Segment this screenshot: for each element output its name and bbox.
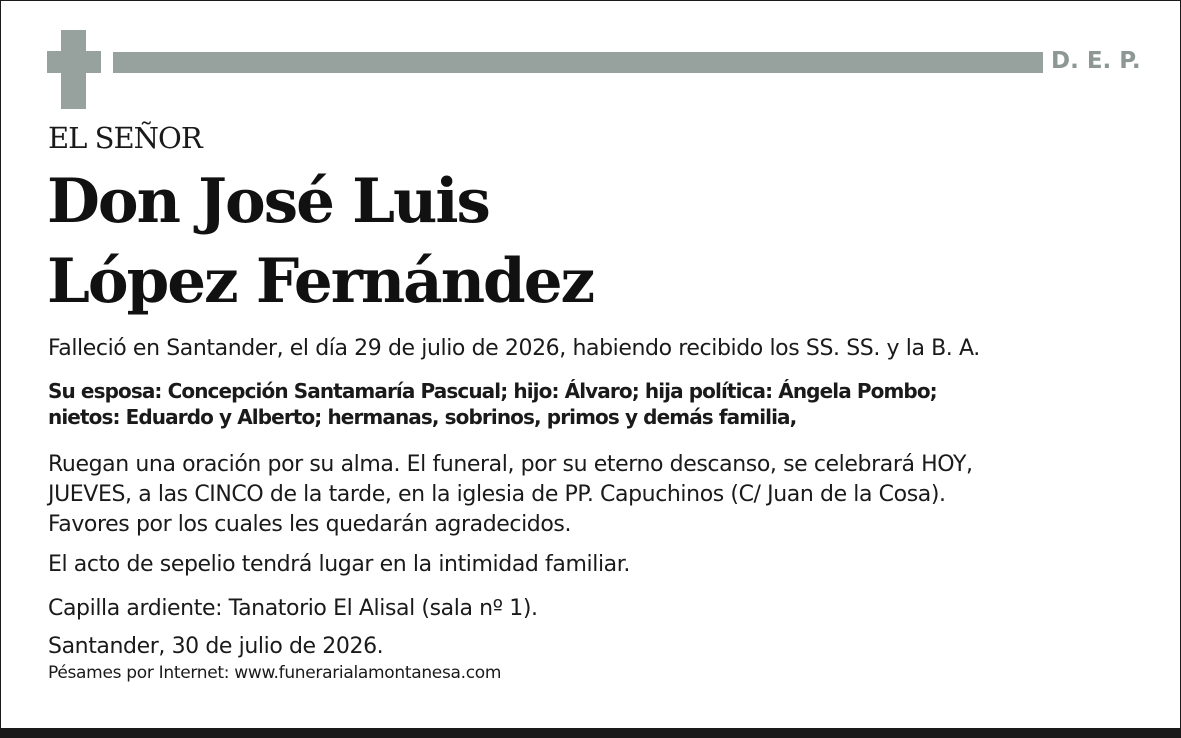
death-info: Falleció en Santander, el día 29 de julio de 2026, habiendo recibido los SS. SS. y la B. A. [48, 336, 980, 361]
cross-horizontal-bar [47, 51, 101, 73]
condolences-link: Pésames por Internet: www.funerarialamontanesa.com [48, 663, 502, 683]
cross-icon [47, 30, 101, 109]
deceased-name-line-1: Don José Luis [47, 166, 489, 237]
family-line: nietos: Eduardo y Alberto; hermanas, sobrinos, primos y demás familia, [48, 405, 797, 429]
funeral-line: Ruegan una oración por su alma. El funeral, por su eterno descanso, se celebrará HOY, [48, 452, 973, 477]
honorific: EL SEÑOR [48, 121, 202, 155]
header-rule [113, 52, 1043, 73]
place-date: Santander, 30 de julio de 2026. [48, 634, 384, 659]
burial-note: El acto de sepelio tendrá lugar en la intimidad familiar. [48, 552, 630, 577]
bottom-border-bar [1, 728, 1180, 737]
funeral-paragraph [48, 450, 973, 540]
deceased-name-line-2: López Fernández [47, 246, 594, 317]
family-line: Su esposa: Concepción Santamaría Pascual; hijo: Álvaro; hija política: Ángela Pombo; [48, 379, 937, 403]
dep-label: D. E. P. [1051, 48, 1141, 74]
chapel-note: Capilla ardiente: Tanatorio El Alisal (sala nº 1). [48, 596, 538, 621]
funeral-line: Favores por los cuales les quedarán agradecidos. [48, 512, 572, 537]
funeral-line: JUEVES, a las CINCO de la tarde, en la iglesia de PP. Capuchinos (C/ Juan de la Cosa). [48, 482, 946, 507]
family-paragraph [48, 378, 937, 430]
